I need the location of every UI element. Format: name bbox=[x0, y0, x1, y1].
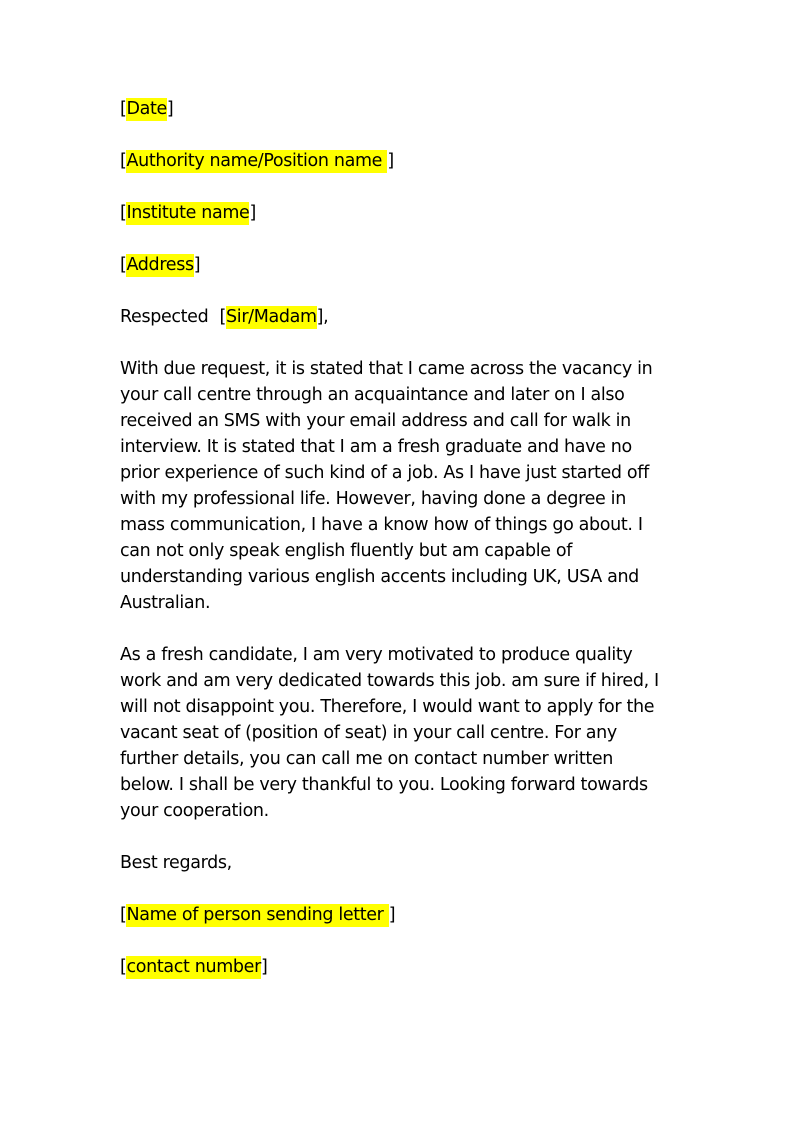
paragraph-line: your cooperation. bbox=[120, 801, 269, 821]
sender-placeholder: Name of person sending letter bbox=[126, 905, 389, 925]
paragraph-line: understanding various english accents including UK, USA and bbox=[120, 567, 639, 587]
salutation-prefix: Respected bbox=[120, 307, 209, 327]
closing-line: Best regards, bbox=[120, 853, 232, 873]
paragraph-line: below. I shall be very thankful to you. Looking forward towards bbox=[120, 775, 648, 795]
body-paragraph-1 bbox=[120, 356, 680, 616]
contact-line: [contact number] bbox=[120, 957, 268, 977]
paragraph-line: mass communication, I have a know how of things go about. I bbox=[120, 515, 643, 535]
salutation-line: Respected [Sir/Madam], bbox=[120, 307, 329, 327]
address-line: [Address] bbox=[120, 255, 201, 275]
paragraph-line: As a fresh candidate, I am very motivated to produce quality bbox=[120, 645, 633, 665]
paragraph-line: vacant seat of (position of seat) in your call centre. For any bbox=[120, 723, 617, 743]
authority-line: [Authority name/Position name ] bbox=[120, 151, 394, 171]
authority-placeholder: Authority name/Position name bbox=[126, 151, 388, 171]
paragraph-line: further details, you can call me on contact number written bbox=[120, 749, 614, 769]
paragraph-line: will not disappoint you. Therefore, I would want to apply for the bbox=[120, 697, 655, 717]
paragraph-line: your call centre through an acquaintance and later on I also bbox=[120, 385, 625, 405]
paragraph-line: With due request, it is stated that I came across the vacancy in bbox=[120, 359, 653, 379]
contact-placeholder: contact number bbox=[126, 957, 261, 977]
date-line: [Date] bbox=[120, 99, 174, 119]
address-placeholder: Address bbox=[126, 255, 194, 275]
body-paragraph-2 bbox=[120, 642, 680, 824]
paragraph-line: Australian. bbox=[120, 593, 211, 613]
institute-placeholder: Institute name bbox=[126, 203, 250, 223]
paragraph-line: interview. It is stated that I am a fresh graduate and have no bbox=[120, 437, 632, 457]
paragraph-line: work and am very dedicated towards this job. am sure if hired, I bbox=[120, 671, 659, 691]
paragraph-line: received an SMS with your email address and call for walk in bbox=[120, 411, 631, 431]
paragraph-line: can not only speak english fluently but am capable of bbox=[120, 541, 573, 561]
institute-line: [Institute name] bbox=[120, 203, 256, 223]
paragraph-line: with my professional life. However, having done a degree in bbox=[120, 489, 626, 509]
salutation-placeholder: Sir/Madam bbox=[226, 307, 317, 327]
letter-page bbox=[120, 96, 680, 1006]
paragraph-line: prior experience of such kind of a job. As I have just started off bbox=[120, 463, 649, 483]
sender-line: [Name of person sending letter ] bbox=[120, 905, 396, 925]
salutation-suffix: ], bbox=[316, 307, 329, 327]
date-placeholder: Date bbox=[126, 99, 167, 119]
